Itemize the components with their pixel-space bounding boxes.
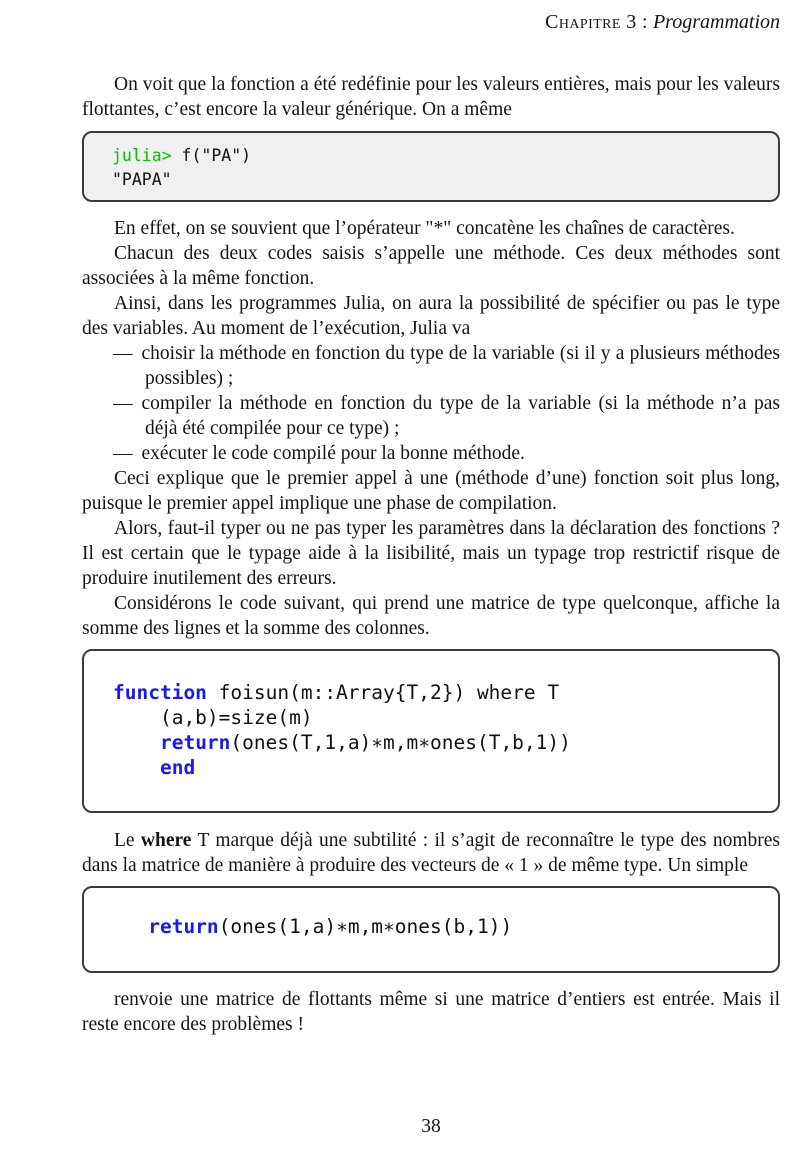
paragraph-where	[82, 828, 780, 878]
chapter-title: Programmation	[652, 11, 780, 33]
code-block-function-foisun	[82, 649, 780, 813]
where-lead: Le	[114, 830, 141, 851]
code-line: julia> f("PA")	[112, 146, 252, 165]
list-item-text: choisir la méthode en fonction du type de la variable (si il y a plusieurs méthodes possibles) ;	[141, 343, 780, 389]
page-header	[82, 10, 780, 34]
list-dash: —	[113, 393, 133, 414]
paragraph-concat: En effet, on se souvient que l’opérateur "*" concatène les chaînes de caractères.	[114, 218, 735, 239]
code-line: (a,b)=size(m)	[113, 706, 313, 729]
list-item-text: compiler la méthode en fonction du type de la variable (si la méthode n’a pas déjà été compilée pour ce type) ;	[141, 393, 780, 439]
page-number: 38	[421, 1116, 441, 1137]
code-block-julia-repl	[82, 131, 780, 202]
paragraph-methodes: Chacun des deux codes saisis s’appelle une méthode. Ces deux méthodes sont associées à la même fonction.	[82, 243, 780, 289]
paragraph-faut-il-typer: Alors, faut-il typer ou ne pas typer les paramètres dans la déclaration des fonctions ? Il est certain que le typage aide à la lisibilité, mais un typage trop restrictif risque de produire inutilement des erreurs.	[82, 518, 780, 589]
list-item-executer	[82, 441, 780, 466]
code-line: end	[159, 756, 196, 779]
paragraph-renvoie: renvoie une matrice de flottants même si une matrice d’entiers est entrée. Mais il reste encore des problèmes !	[82, 989, 780, 1035]
list-dash: —	[113, 343, 133, 364]
list-dash: —	[113, 443, 133, 464]
code-line: return(ones(T,1,a)∗m,m∗ones(T,b,1))	[159, 731, 571, 754]
chapter-label: Chapitre 3 :	[545, 11, 648, 33]
list-item-choisir	[82, 341, 780, 391]
code-line: return(ones(1,a)∗m,m∗ones(b,1))	[148, 915, 513, 938]
paragraph-considerons: Considérons le code suivant, qui prend une matrice de type quelconque, affiche la somme des lignes et la somme des colonnes.	[82, 593, 780, 639]
code-line: function foisun(m::Array{T,2}) where T	[113, 681, 560, 704]
paragraph-premier-appel: Ceci explique que le premier appel à une (méthode d’une) fonction soit plus long, puisque le premier appel implique une phase de compilation.	[82, 468, 780, 514]
code-line: "PAPA"	[112, 170, 172, 189]
paragraph-intro: On voit que la fonction a été redéfinie pour les valeurs entières, mais pour les valeurs flottantes, c’est encore la valeur générique. On a même	[82, 74, 780, 120]
execution-steps-list	[82, 341, 780, 466]
where-keyword: where	[140, 830, 192, 851]
paragraph-typage-intro: Ainsi, dans les programmes Julia, on aura la possibilité de spécifier ou pas le type des variables. Au moment de l’exécution, Julia va	[82, 293, 780, 339]
code-block-return-simple	[82, 886, 780, 973]
list-item-compiler	[82, 391, 780, 441]
list-item-text: exécuter le code compilé pour la bonne méthode.	[141, 443, 525, 464]
where-rest: T marque déjà une subtilité : il s’agit de reconnaître le type des nombres dans la matrice de manière à produire des vecteurs de « 1 » de même type. Un simple	[82, 830, 780, 876]
